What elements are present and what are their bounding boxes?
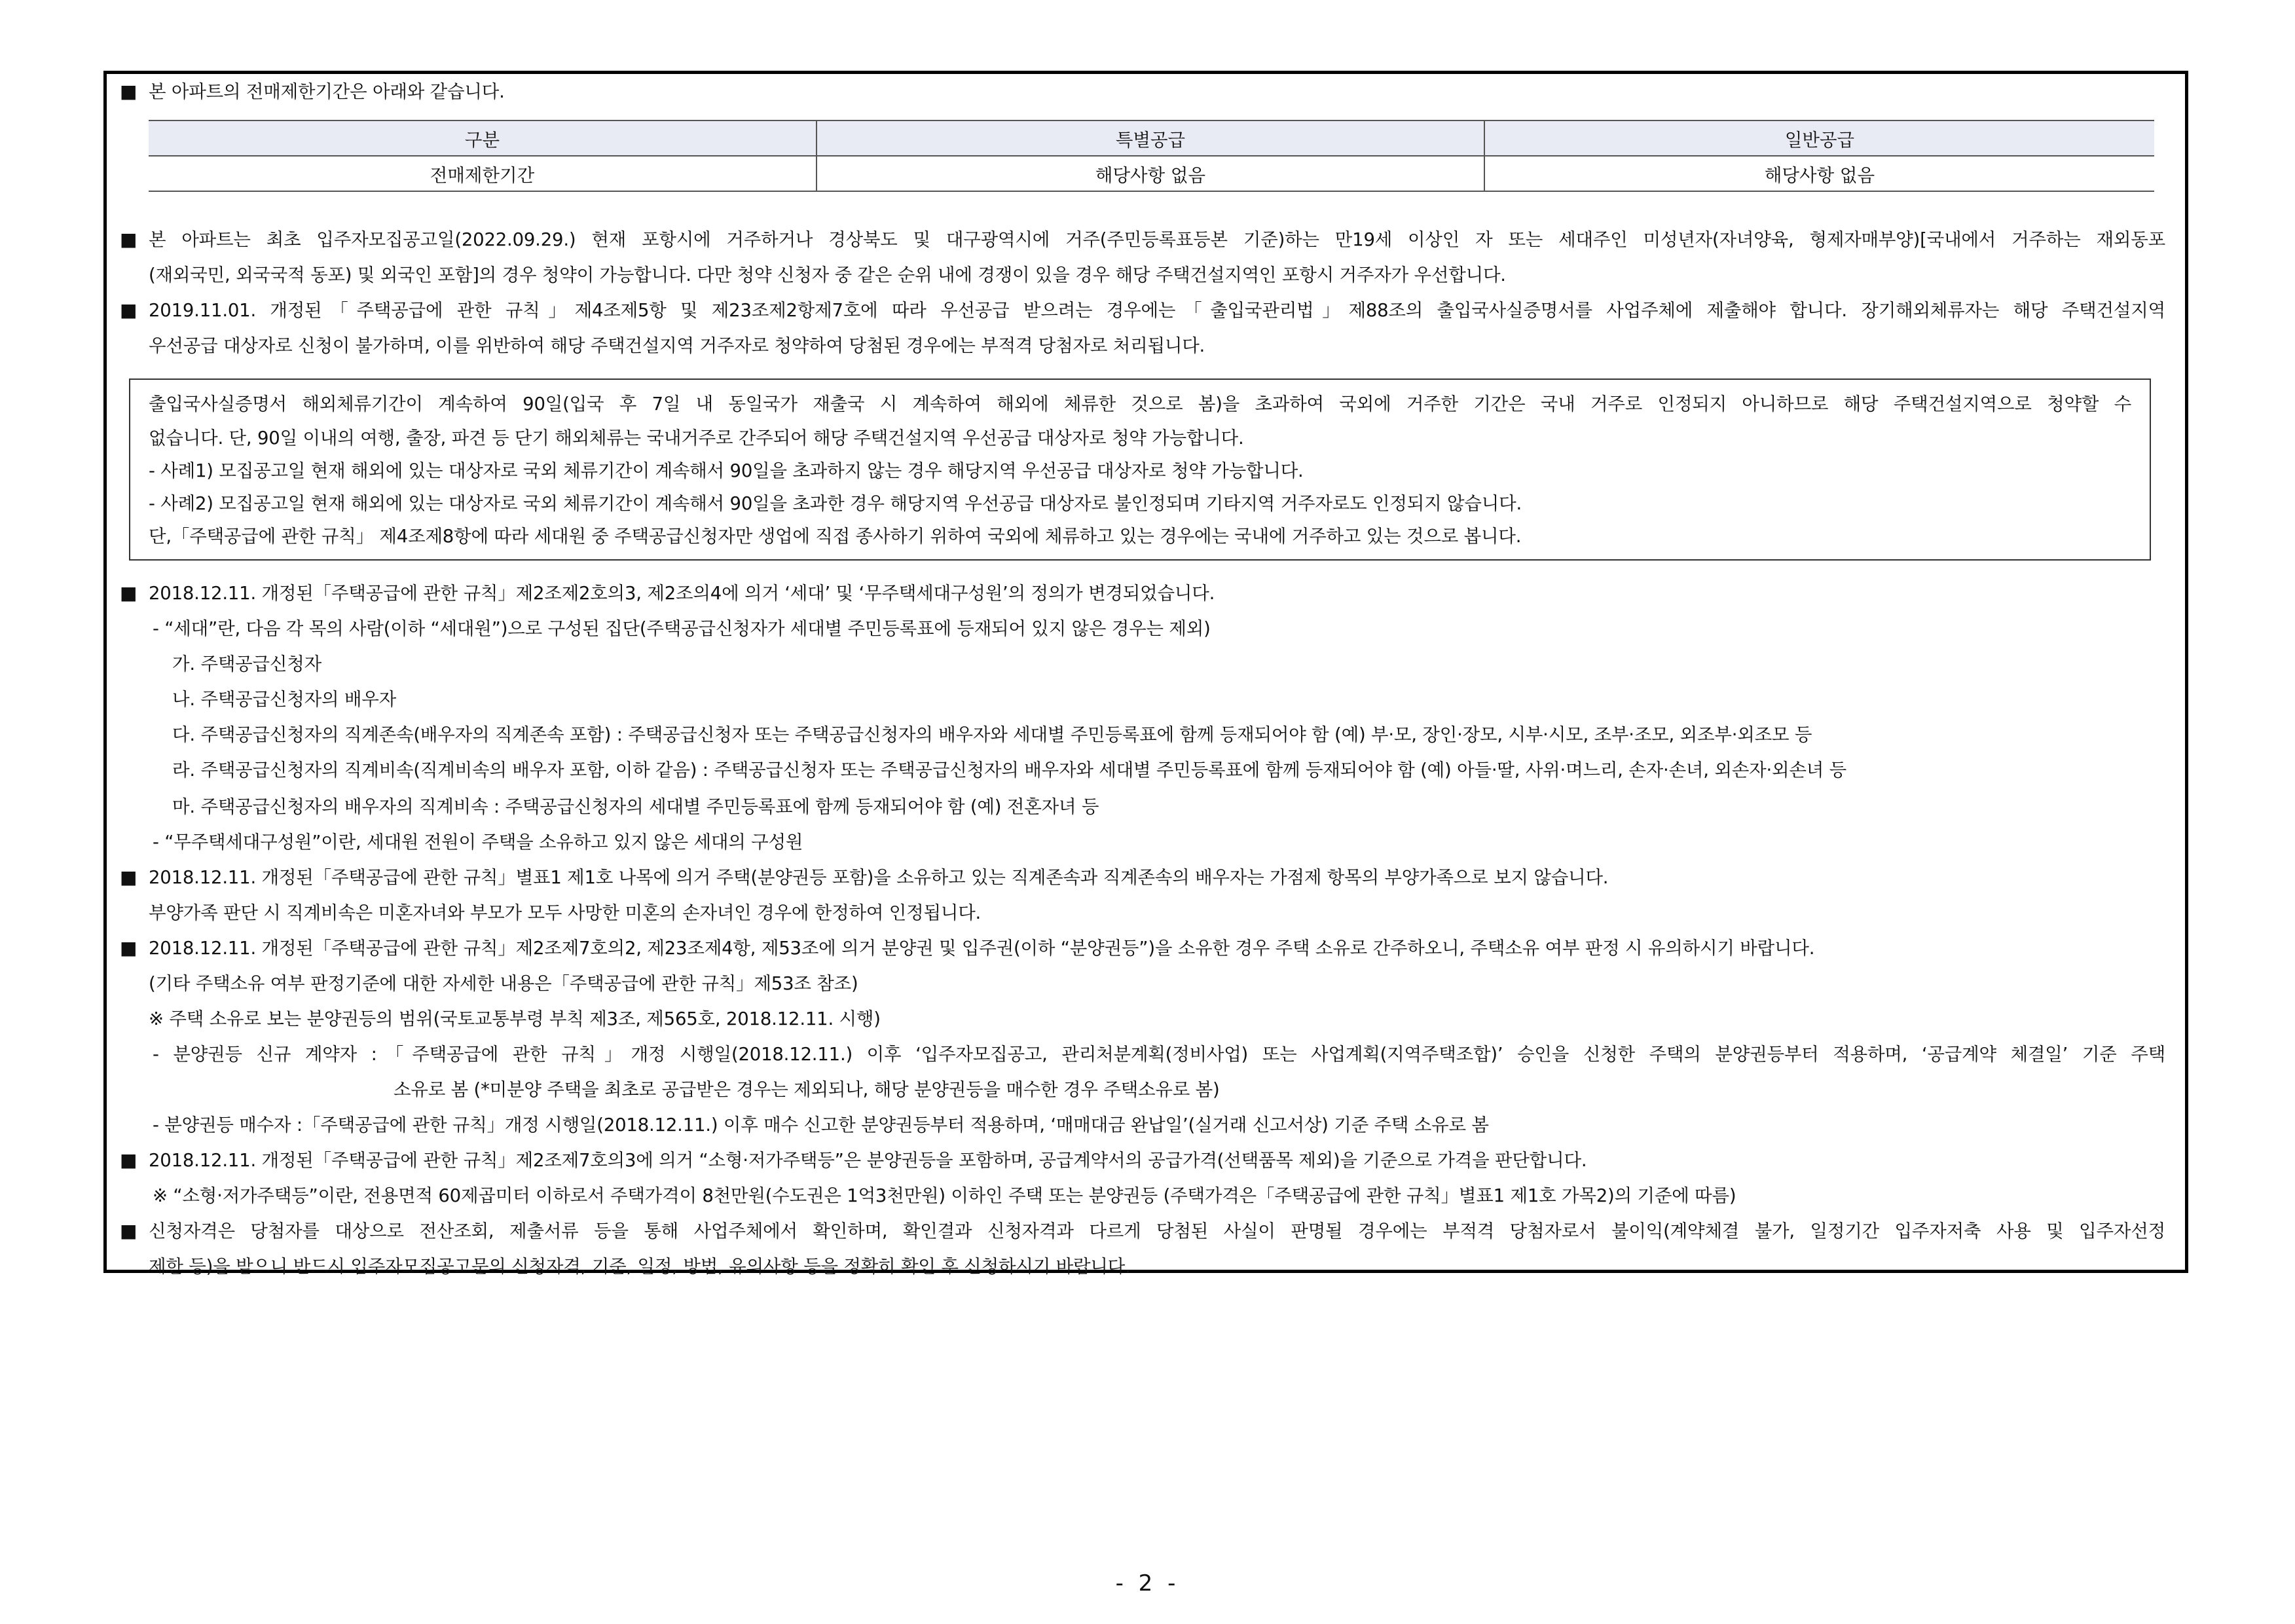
bullet-square-icon: ■ xyxy=(120,1149,138,1171)
small-cheap-housing-line: ※ “소형·저가주택등”이란, 전용면적 60제곱미터 이하로서 주택가격이 8천만원(수도권은 1억3천만원) 이하인 주택 또는 분양권등 (주택가격은「주택공급에 관한 규칙」별표1 제1호 가목2)의 기준에 따름) xyxy=(153,1185,1736,1206)
table-header-cell: 일반공급 xyxy=(1484,120,2154,156)
overseas-stay-note-box xyxy=(129,378,2151,561)
new-contract-rule-line: 소유로 봄 (*미분양 주택을 최초로 공급받은 경우는 제외되나, 해당 분양권등을 매수한 경우 주택소유로 봄) xyxy=(394,1079,1220,1100)
priority-supply-paragraph-line: 2019.11.01. 개정된「주택공급에 관한 규칙」제4조제5항 및 제23조제2항제7호에 따라 우선공급 받으려는 경우에는「출입국관리법」제88조의 출입국사실증명서를 사업주체에 제출해야 합니다. 장기해외체류자는 해당 주택건설지역 xyxy=(149,300,2165,321)
dependent-rule-line: 2018.12.11. 개정된「주택공급에 관한 규칙」별표1 제1호 나목에 의거 주택(분양권등 포함)을 소유하고 있는 직계존속과 직계존속의 배우자는 가점제 항목의 부양가족으로 보지 않습니다. xyxy=(149,867,1609,888)
table-header-row xyxy=(149,120,2154,156)
bullet-square-icon: ■ xyxy=(120,937,138,959)
bullet-square-icon: ■ xyxy=(120,866,138,888)
bullet-square-icon: ■ xyxy=(120,582,138,604)
household-member-item: 라. 주택공급신청자의 직계비속(직계비속의 배우자 포함, 이하 같음) : 주택공급신청자 또는 주택공급신청자의 배우자와 세대별 주민등록표에 함께 등재되어야 함 (예) 아들·딸, 사위·며느리, 손자·손녀, 외손자·외손녀 등 xyxy=(172,760,1846,781)
table-header-cell: 특별공급 xyxy=(817,120,1484,156)
homeless-member-definition: - “무주택세대구성원”이란, 세대원 전원이 주택을 소유하고 있지 않은 세대의 구성원 xyxy=(153,832,803,853)
table-cell: 해당사항 없음 xyxy=(817,156,1484,191)
household-member-item: 마. 주택공급신청자의 배우자의 직계비속 : 주택공급신청자의 세대별 주민등록표에 함께 등재되어야 함 (예) 전혼자녀 등 xyxy=(172,796,1099,817)
eligibility-paragraph-line: 본 아파트는 최초 입주자모집공고일(2022.09.29.) 현재 포항시에 거주하거나 경상북도 및 대구광역시에 거주(주민등록표등본 기준)하는 만19세 이상인 자 또는 세대주인 미성년자(자녀양육, 형제자매부양)[국내에서 거주하는 재외동포 xyxy=(149,229,2165,250)
notice-frame xyxy=(103,71,2188,1277)
small-cheap-housing-line: 2018.12.11. 개정된「주택공급에 관한 규칙」제2조제7호의3에 의거 “소형·저가주택등”은 분양권등을 포함하며, 공급계약서의 공급가격(선택품목 제외)을 기준으로 가격을 판단합니다. xyxy=(149,1150,1587,1171)
table-header-cell: 구분 xyxy=(149,120,817,156)
household-definition-line: - “세대”란, 다음 각 목의 사람(이하 “세대원”)으로 구성된 집단(주택공급신청자가 세대별 주민등록표에 등재되어 있지 않은 경우는 제외) xyxy=(153,618,1211,639)
note-line: 없습니다. 단, 90일 이내의 여행, 출장, 파견 등 단기 해외체류는 국내거주로 간주되어 해당 주택건설지역 우선공급 대상자로 청약 가능합니다. xyxy=(149,428,1244,449)
resale-restriction-table xyxy=(149,120,2154,192)
table-cell: 해당사항 없음 xyxy=(1484,156,2154,191)
bullet-square-icon: ■ xyxy=(120,81,138,102)
household-member-item: 가. 주택공급신청자 xyxy=(172,654,322,674)
eligibility-check-line: 제한 등)을 받으니 반드시 입주자모집공고문의 신청자격, 기준, 일정, 방법, 유의사항 등을 정확히 확인 후 신청하시기 바랍니다. xyxy=(149,1256,1131,1277)
household-member-item: 다. 주택공급신청자의 직계존속(배우자의 직계존속 포함) : 주택공급신청자 또는 주택공급신청자의 배우자와 세대별 주민등록표에 함께 등재되어야 함 (예) 부·모, 장인·장모, 시부·시모, 조부·조모, 외조부·외조모 등 xyxy=(172,724,1812,745)
note-line: - 사례2) 모집공고일 현재 해외에 있는 대상자로 국외 체류기간이 계속해서 90일을 초과한 경우 해당지역 우선공급 대상자로 불인정되며 기타지역 거주자로도 인정되지 않습니다. xyxy=(149,493,1522,514)
priority-supply-paragraph-line: 우선공급 대상자로 신청이 불가하며, 이를 위반하여 해당 주택건설지역 거주자로 청약하여 당첨된 경우에는 부적격 당첨자로 처리됩니다. xyxy=(149,335,1205,356)
bullet-square-icon: ■ xyxy=(120,299,138,321)
table-cell: 전매제한기간 xyxy=(149,156,817,191)
presale-right-line: (기타 주택소유 여부 판정기준에 대한 자세한 내용은「주택공급에 관한 규칙」제53조 참조) xyxy=(149,973,858,994)
page-number: - 2 - xyxy=(1115,1570,1180,1596)
resale-intro: 본 아파트의 전매제한기간은 아래와 같습니다. xyxy=(149,81,505,102)
presale-right-line: ※ 주택 소유로 보는 분양권등의 범위(국토교통부령 부칙 제3조, 제565호, 2018.12.11. 시행) xyxy=(149,1008,881,1029)
household-member-item: 나. 주택공급신청자의 배우자 xyxy=(172,689,397,710)
note-line: - 사례1) 모집공고일 현재 해외에 있는 대상자로 국외 체류기간이 계속해서 90일을 초과하지 않는 경우 해당지역 우선공급 대상자로 청약 가능합니다. xyxy=(149,460,1304,481)
dependent-rule-line: 부양가족 판단 시 직계비속은 미혼자녀와 부모가 모두 사망한 미혼의 손자녀인 경우에 한정하여 인정됩니다. xyxy=(149,902,982,923)
household-definition-title: 2018.12.11. 개정된「주택공급에 관한 규칙」제2조제2호의3, 제2조의4에 의거 ‘세대’ 및 ‘무주택세대구성원’의 정의가 변경되었습니다. xyxy=(149,583,1215,604)
note-line: 출입국사실증명서 해외체류기간이 계속하여 90일(입국 후 7일 내 동일국가 재출국 시 계속하여 해외에 체류한 것으로 봄)을 초과하여 국외에 거주한 기간은 국내 거주로 인정되지 아니하므로 해당 주택건설지역으로 청약할 수 xyxy=(149,394,2131,415)
eligibility-check-line: 신청자격은 당첨자를 대상으로 전산조회, 제출서류 등을 통해 사업주체에서 확인하며, 확인결과 신청자격과 다르게 당첨된 사실이 판명될 경우에는 부적격 당첨자로서 불이익(계약체결 불가, 일정기간 입주자저축 사용 및 입주자선정 xyxy=(149,1221,2165,1242)
bullet-square-icon: ■ xyxy=(120,229,138,250)
table-row xyxy=(149,156,2154,191)
note-line: 단,「주택공급에 관한 규칙」 제4조제8항에 따라 세대원 중 주택공급신청자만 생업에 직접 종사하기 위하여 국외에 체류하고 있는 경우에는 국내에 거주하고 있는 것으로 봅니다. xyxy=(149,526,1522,547)
presale-right-line: 2018.12.11. 개정된「주택공급에 관한 규칙」제2조제7호의2, 제23조제4항, 제53조에 의거 분양권 및 입주권(이하 “분양권등”)을 소유한 경우 주택 소유로 간주하오니, 주택소유 여부 판정 시 유의하시기 바랍니다. xyxy=(149,938,1815,959)
eligibility-paragraph-line: (재외국민, 외국국적 동포) 및 외국인 포함]의 경우 청약이 가능합니다. 다만 청약 신청자 중 같은 순위 내에 경쟁이 있을 경우 해당 주택건설지역인 포항시 거주자가 우선합니다. xyxy=(149,265,1506,286)
new-contract-rule-line: - 분양권등 신규 계약자 :「주택공급에 관한 규칙」개정 시행일(2018.12.11.) 이후 ‘입주자모집공고, 관리처분계획(정비사업) 또는 사업계획(지역주택조합)’ 승인을 신청한 주택의 분양권등부터 적용하며, ‘공급계약 체결일’ 기준 주택 xyxy=(153,1044,2165,1065)
bullet-square-icon: ■ xyxy=(120,1220,138,1242)
buyer-rule-line: - 분양권등 매수자 :「주택공급에 관한 규칙」개정 시행일(2018.12.11.) 이후 매수 신고한 분양권등부터 적용하며, ‘매매대금 완납일’(실거래 신고서상) 기준 주택 소유로 봄 xyxy=(153,1115,1489,1135)
